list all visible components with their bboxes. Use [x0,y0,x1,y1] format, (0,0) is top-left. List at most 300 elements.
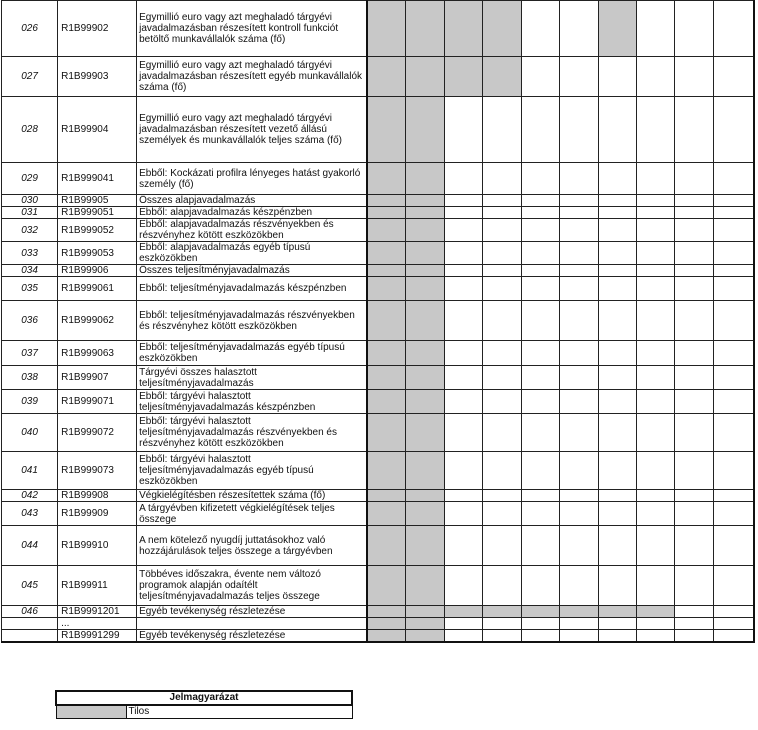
forbidden-cell [367,390,405,414]
value-cell[interactable] [598,163,636,195]
forbidden-cell [367,301,405,341]
value-cell[interactable] [713,414,754,452]
value-cell[interactable] [675,57,713,97]
table-row [2,195,755,207]
forbidden-cell [406,502,444,526]
value-cell[interactable] [560,219,598,242]
value-cell[interactable] [521,366,559,390]
table-row [2,242,755,265]
row-number: 028 [2,97,58,163]
value-cell[interactable] [675,163,713,195]
value-cell[interactable] [483,566,521,606]
value-cell[interactable] [483,390,521,414]
value-cell[interactable] [713,163,754,195]
value-cell[interactable] [521,97,559,163]
value-cell[interactable] [444,195,482,207]
value-cell[interactable] [637,57,675,97]
value-cell[interactable] [713,277,754,301]
value-cell[interactable] [521,618,559,630]
table-row [2,526,755,566]
value-cell[interactable] [598,219,636,242]
value-cell[interactable] [713,490,754,502]
forbidden-cell [406,1,444,57]
value-cell[interactable] [598,618,636,630]
value-cell[interactable] [713,97,754,163]
value-cell[interactable] [713,566,754,606]
value-cell[interactable] [444,502,482,526]
forbidden-cell [367,414,405,452]
row-code: R1B99903 [58,57,137,97]
value-cell[interactable] [521,414,559,452]
row-number: 031 [2,207,58,219]
row-number [2,618,58,630]
table-row [2,163,755,195]
row-description: A tárgyévben kifizetett végkielégítések teljes összege [137,502,368,526]
value-cell[interactable] [521,341,559,366]
forbidden-cell [367,277,405,301]
value-cell[interactable] [483,265,521,277]
row-description: Ebből: alapjavadalmazás készpénzben [137,207,368,219]
row-description: Összes teljesítményjavadalmazás [137,265,368,277]
value-cell[interactable] [637,207,675,219]
row-description: Ebből: teljesítményjavadalmazás egyéb típusú eszközökben [137,341,368,366]
forbidden-cell [406,195,444,207]
forbidden-cell [406,57,444,97]
row-number: 030 [2,195,58,207]
table-row [2,277,755,301]
row-code: R1B9991299 [58,630,137,643]
forbidden-cell [406,526,444,566]
value-cell[interactable] [713,366,754,390]
value-cell[interactable] [560,390,598,414]
row-code: ... [58,618,137,630]
value-cell[interactable] [713,390,754,414]
value-cell[interactable] [675,207,713,219]
forbidden-cell [406,265,444,277]
value-cell[interactable] [713,301,754,341]
value-cell[interactable] [521,195,559,207]
value-cell[interactable] [560,57,598,97]
row-code: R1B999062 [58,301,137,341]
value-cell[interactable] [675,490,713,502]
value-cell[interactable] [675,566,713,606]
value-cell[interactable] [560,630,598,643]
legend-swatch-forbidden [56,705,126,719]
value-cell[interactable] [713,452,754,490]
table-row [2,414,755,452]
value-cell[interactable] [483,97,521,163]
value-cell[interactable] [713,1,754,57]
value-cell[interactable] [675,502,713,526]
value-cell[interactable] [675,341,713,366]
forbidden-cell [367,207,405,219]
forbidden-cell [483,57,521,97]
value-cell[interactable] [637,265,675,277]
value-cell[interactable] [598,452,636,490]
value-cell[interactable] [598,207,636,219]
row-description: Ebből: tárgyévi halasztott teljesítményjavadalmazás egyéb típusú eszközökben [137,452,368,490]
row-description: Összes alapjavadalmazás [137,195,368,207]
value-cell[interactable] [598,566,636,606]
value-cell[interactable] [483,341,521,366]
table-row [2,301,755,341]
table-row [2,265,755,277]
forbidden-cell [406,618,444,630]
forbidden-cell [367,1,405,57]
forbidden-cell [367,526,405,566]
data-table [1,0,755,643]
forbidden-cell [444,1,482,57]
row-number: 045 [2,566,58,606]
row-code: R1B999063 [58,341,137,366]
value-cell[interactable] [560,301,598,341]
row-number: 038 [2,366,58,390]
value-cell[interactable] [598,526,636,566]
forbidden-cell [444,606,482,618]
value-cell[interactable] [560,618,598,630]
table-body [2,1,755,643]
value-cell[interactable] [637,97,675,163]
table-row [2,219,755,242]
row-description: Többéves időszakra, évente nem változó programok alapján odaítélt teljesítményjavadalmazás teljes összege [137,566,368,606]
value-cell[interactable] [521,242,559,265]
value-cell[interactable] [560,490,598,502]
forbidden-cell [406,207,444,219]
forbidden-cell [367,163,405,195]
forbidden-cell [637,606,675,618]
row-code: R1B99910 [58,526,137,566]
value-cell[interactable] [444,301,482,341]
value-cell[interactable] [560,207,598,219]
value-cell[interactable] [560,277,598,301]
value-cell[interactable] [521,390,559,414]
value-cell[interactable] [483,618,521,630]
value-cell[interactable] [637,502,675,526]
legend-label-forbidden: Tilos [126,705,352,719]
table-row [2,390,755,414]
forbidden-cell [367,502,405,526]
row-code: R1B999073 [58,452,137,490]
value-cell[interactable] [483,452,521,490]
value-cell[interactable] [598,242,636,265]
value-cell[interactable] [483,277,521,301]
value-cell[interactable] [560,265,598,277]
value-cell[interactable] [483,366,521,390]
table-row [2,207,755,219]
value-cell[interactable] [560,366,598,390]
row-number: 027 [2,57,58,97]
table-row [2,566,755,606]
value-cell[interactable] [483,490,521,502]
value-cell[interactable] [560,341,598,366]
value-cell[interactable] [444,366,482,390]
value-cell[interactable] [444,219,482,242]
value-cell[interactable] [675,366,713,390]
row-code: R1B99905 [58,195,137,207]
value-cell[interactable] [560,195,598,207]
forbidden-cell [406,490,444,502]
value-cell[interactable] [598,490,636,502]
value-cell[interactable] [713,606,754,618]
row-description: Egymillió euro vagy azt meghaladó tárgyévi javadalmazásban részesített vezető állású személyek és munkavállalók teljes száma (fő) [137,97,368,163]
forbidden-cell [367,195,405,207]
row-number: 046 [2,606,58,618]
value-cell[interactable] [444,390,482,414]
row-number: 041 [2,452,58,490]
value-cell[interactable] [598,366,636,390]
value-cell[interactable] [521,207,559,219]
row-number: 035 [2,277,58,301]
value-cell[interactable] [483,219,521,242]
value-cell[interactable] [598,195,636,207]
row-number: 026 [2,1,58,57]
row-number: 034 [2,265,58,277]
forbidden-cell [406,366,444,390]
value-cell[interactable] [444,265,482,277]
value-cell[interactable] [675,452,713,490]
row-code: R1B9991201 [58,606,137,618]
table-row [2,606,755,618]
value-cell[interactable] [521,526,559,566]
table-row [2,452,755,490]
value-cell[interactable] [483,502,521,526]
value-cell[interactable] [598,97,636,163]
row-description: Tárgyévi összes halasztott teljesítményjavadalmazás [137,366,368,390]
value-cell[interactable] [483,630,521,643]
row-number: 037 [2,341,58,366]
row-code: R1B99904 [58,97,137,163]
value-cell[interactable] [675,97,713,163]
forbidden-cell [406,630,444,643]
value-cell[interactable] [444,97,482,163]
value-cell[interactable] [713,341,754,366]
value-cell[interactable] [444,242,482,265]
value-cell[interactable] [521,1,559,57]
value-cell[interactable] [560,97,598,163]
value-cell[interactable] [675,618,713,630]
value-cell[interactable] [598,341,636,366]
value-cell[interactable] [637,366,675,390]
row-description: Ebből: alapjavadalmazás egyéb típusú eszközökben [137,242,368,265]
value-cell[interactable] [560,452,598,490]
value-cell[interactable] [444,490,482,502]
value-cell[interactable] [713,219,754,242]
value-cell[interactable] [598,301,636,341]
forbidden-cell [406,452,444,490]
value-cell[interactable] [675,630,713,643]
value-cell[interactable] [483,207,521,219]
value-cell[interactable] [521,490,559,502]
legend-table [55,690,353,719]
value-cell[interactable] [483,163,521,195]
forbidden-cell [521,606,559,618]
value-cell[interactable] [637,490,675,502]
row-code: R1B99909 [58,502,137,526]
forbidden-cell [367,366,405,390]
row-description: Ebből: Kockázati profilra lényeges hatást gyakorló személy (fő) [137,163,368,195]
value-cell[interactable] [483,242,521,265]
value-cell[interactable] [637,163,675,195]
row-description: Ebből: tárgyévi halasztott teljesítményjavadalmazás részvényekben és részvényhez kötött eszközökben [137,414,368,452]
value-cell[interactable] [713,195,754,207]
value-cell[interactable] [444,566,482,606]
value-cell[interactable] [598,57,636,97]
row-number: 033 [2,242,58,265]
value-cell[interactable] [637,195,675,207]
value-cell[interactable] [444,452,482,490]
legend-title: Jelmagyarázat [56,691,352,705]
value-cell[interactable] [675,301,713,341]
value-cell[interactable] [713,242,754,265]
value-cell[interactable] [598,390,636,414]
value-cell[interactable] [521,301,559,341]
value-cell[interactable] [444,207,482,219]
value-cell[interactable] [637,414,675,452]
value-cell[interactable] [560,163,598,195]
value-cell[interactable] [675,219,713,242]
value-cell[interactable] [713,265,754,277]
value-cell[interactable] [444,277,482,301]
row-code: R1B99906 [58,265,137,277]
value-cell[interactable] [637,452,675,490]
value-cell[interactable] [675,242,713,265]
value-cell[interactable] [521,57,559,97]
value-cell[interactable] [675,390,713,414]
forbidden-cell [406,341,444,366]
value-cell[interactable] [521,452,559,490]
forbidden-cell [367,97,405,163]
row-description: Ebből: alapjavadalmazás részvényekben és részvényhez kötött eszközökben [137,219,368,242]
value-cell[interactable] [598,277,636,301]
value-cell[interactable] [560,566,598,606]
forbidden-cell [367,490,405,502]
forbidden-cell [406,566,444,606]
value-cell[interactable] [637,341,675,366]
row-number: 036 [2,301,58,341]
value-cell[interactable] [637,390,675,414]
value-cell[interactable] [444,630,482,643]
value-cell[interactable] [675,265,713,277]
value-cell[interactable] [560,502,598,526]
value-cell[interactable] [483,195,521,207]
value-cell[interactable] [675,606,713,618]
value-cell[interactable] [637,301,675,341]
value-cell[interactable] [521,277,559,301]
value-cell[interactable] [675,277,713,301]
table-row [2,57,755,97]
value-cell[interactable] [637,566,675,606]
row-number: 044 [2,526,58,566]
value-cell[interactable] [444,618,482,630]
forbidden-cell [483,606,521,618]
value-cell[interactable] [444,163,482,195]
forbidden-cell [406,219,444,242]
table-row [2,618,755,630]
value-cell[interactable] [521,163,559,195]
row-code: R1B999061 [58,277,137,301]
row-number: 043 [2,502,58,526]
row-number: 032 [2,219,58,242]
value-cell[interactable] [444,414,482,452]
value-cell[interactable] [637,277,675,301]
forbidden-cell [406,277,444,301]
value-cell[interactable] [444,526,482,566]
forbidden-cell [598,606,636,618]
forbidden-cell [367,618,405,630]
value-cell[interactable] [560,1,598,57]
value-cell[interactable] [675,195,713,207]
value-cell[interactable] [637,219,675,242]
forbidden-cell [406,606,444,618]
value-cell[interactable] [713,526,754,566]
value-cell[interactable] [444,341,482,366]
value-cell[interactable] [521,502,559,526]
value-cell[interactable] [560,242,598,265]
row-description: Egyéb tevékenység részletezése [137,630,368,643]
value-cell[interactable] [521,219,559,242]
value-cell[interactable] [675,414,713,452]
value-cell[interactable] [675,526,713,566]
value-cell[interactable] [637,526,675,566]
value-cell[interactable] [483,414,521,452]
value-cell[interactable] [713,207,754,219]
value-cell[interactable] [560,526,598,566]
row-code: R1B999051 [58,207,137,219]
value-cell[interactable] [713,502,754,526]
row-number [2,630,58,643]
value-cell[interactable] [713,57,754,97]
row-description: Egyéb tevékenység részletezése [137,606,368,618]
row-code: R1B999053 [58,242,137,265]
forbidden-cell [367,606,405,618]
value-cell[interactable] [521,630,559,643]
forbidden-cell [560,606,598,618]
table-row [2,1,755,57]
value-cell[interactable] [637,1,675,57]
table-row [2,366,755,390]
forbidden-cell [367,242,405,265]
value-cell[interactable] [637,242,675,265]
value-cell[interactable] [713,618,754,630]
row-number: 039 [2,390,58,414]
forbidden-cell [598,1,636,57]
value-cell[interactable] [598,265,636,277]
value-cell[interactable] [598,414,636,452]
value-cell[interactable] [637,618,675,630]
row-number: 029 [2,163,58,195]
value-cell[interactable] [483,301,521,341]
value-cell[interactable] [560,414,598,452]
row-number: 040 [2,414,58,452]
value-cell[interactable] [521,265,559,277]
value-cell[interactable] [598,630,636,643]
forbidden-cell [367,630,405,643]
value-cell[interactable] [598,502,636,526]
value-cell[interactable] [483,526,521,566]
forbidden-cell [406,163,444,195]
value-cell[interactable] [637,630,675,643]
value-cell[interactable] [521,566,559,606]
forbidden-cell [406,301,444,341]
value-cell[interactable] [713,630,754,643]
forbidden-cell [406,242,444,265]
row-code: R1B999052 [58,219,137,242]
row-code: R1B999072 [58,414,137,452]
forbidden-cell [367,265,405,277]
table-row [2,502,755,526]
forbidden-cell [406,414,444,452]
value-cell[interactable] [675,1,713,57]
